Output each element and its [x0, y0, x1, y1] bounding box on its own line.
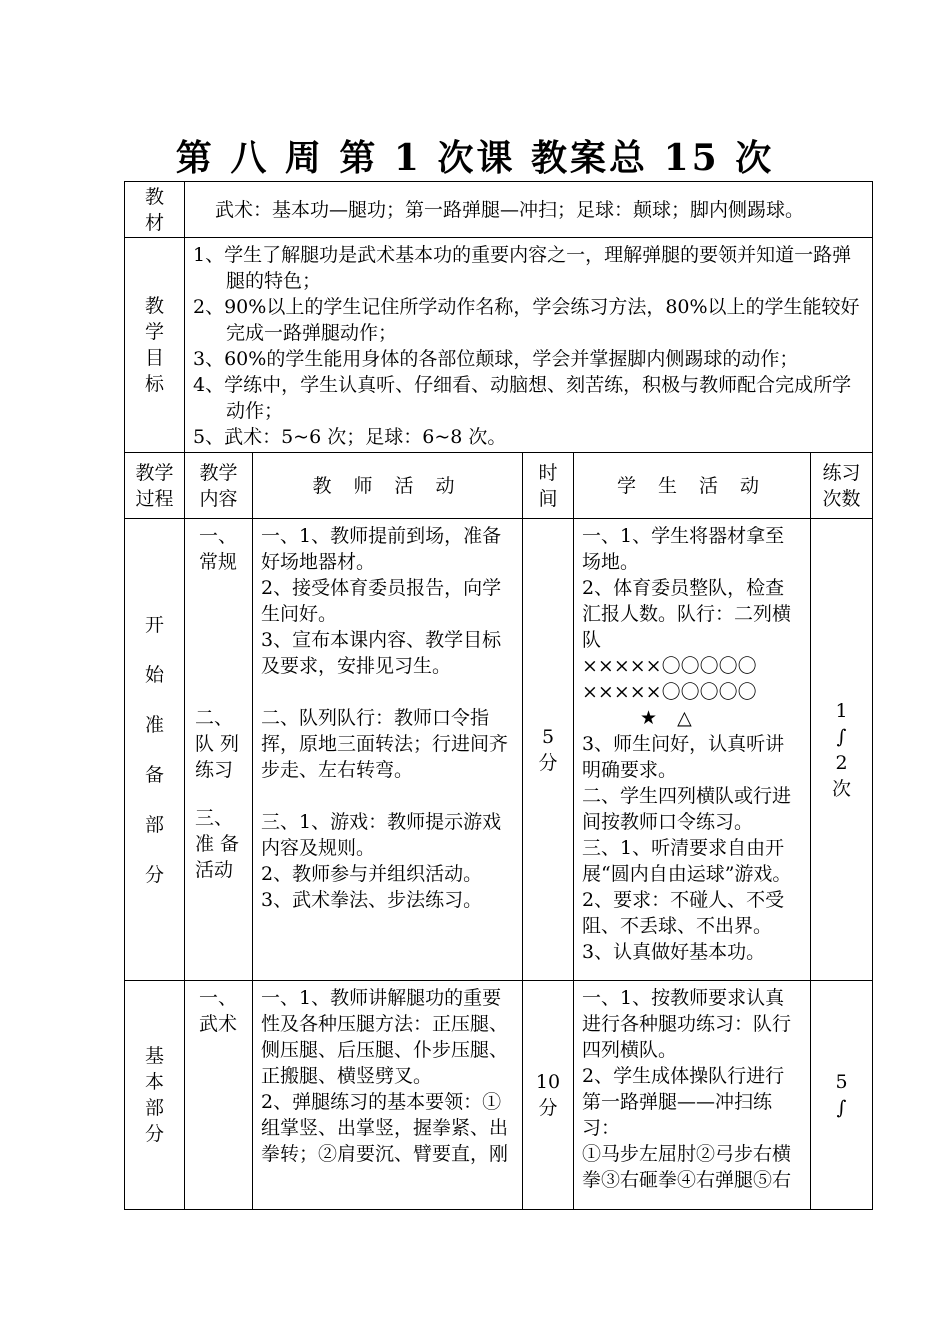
objectives-row [125, 238, 873, 453]
student-step: ①马步左屈肘②弓步右横拳③右砸拳④右弹腿⑤右 [582, 1143, 792, 1191]
formation-line: ×××××〇〇〇〇〇 [582, 681, 757, 703]
section-row [125, 981, 873, 1210]
student-step: 二、学生四列横队或行进间按教师口令练习。 [582, 785, 792, 833]
student-step: 3、师生问好，认真听讲明确要求。 [582, 733, 785, 781]
material-row [125, 182, 873, 238]
teacher-step: 2、弹腿练习的基本要领：①组掌竖、出掌竖，握拳紧、出拳转；②肩要沉、臂要直，刚 [261, 1091, 509, 1165]
content-item: 一、 武术 [199, 987, 238, 1035]
student-activities [574, 981, 811, 1210]
teacher-step: 2、教师参与并组织活动。 [261, 863, 483, 885]
teacher-step: 三、1、游戏：教师提示游戏内容及规则。 [261, 811, 502, 859]
objectives-list [185, 238, 873, 453]
header-time: 时 间 [523, 453, 574, 519]
section-contents [185, 519, 253, 981]
teacher-step: 3、武术拳法、步法练习。 [261, 889, 483, 911]
page-title: 第 八 周 第 1 次课 教案总 15 次 [175, 137, 775, 179]
header-student: 学 生 活 动 [574, 453, 811, 519]
student-activities [574, 519, 811, 981]
student-step: 3、认真做好基本功。 [582, 941, 766, 963]
student-step: 一、1、按教师要求认真进行各种腿功练习：队行四列横队。 [582, 987, 792, 1061]
teacher-step: 3、宣布本课内容、教学目标及要求，安排见习生。 [261, 629, 502, 677]
content-item: 一、 常规 [199, 525, 238, 573]
section-reps: 1 ∫ 2 次 [811, 519, 873, 981]
objective-item: 4、学练中，学生认真听、仔细看、动脑想、刻苦练，积极与教师配合完成所学动作； [193, 374, 852, 422]
section-process-label: 开 始 准 备 部 分 [125, 519, 185, 981]
section-row [125, 519, 873, 981]
teacher-activities [253, 981, 523, 1210]
header-process: 教学 过程 [125, 453, 185, 519]
student-step: 2、学生成体操队行进行第一路弹腿——冲扫练习： [582, 1065, 785, 1139]
objectives-label: 教 学 目 标 [125, 238, 185, 453]
objective-item: 5、武术：5~6 次；足球：6~8 次。 [193, 426, 507, 448]
objective-item: 2、90%以上的学生记住所学动作名称，学会练习方法，80%以上的学生能较好完成一路弹腿动作； [193, 296, 860, 344]
header-content: 教学 内容 [185, 453, 253, 519]
section-contents [185, 981, 253, 1210]
student-step: 2、要求：不碰人、不受阻、不丢球、不出界。 [582, 889, 785, 937]
section-time: 5 分 [523, 519, 574, 981]
objective-item: 1、学生了解腿功是武术基本功的重要内容之一，理解弹腿的要领并知道一路弹腿的特色； [193, 244, 852, 292]
lesson-plan-table [124, 181, 873, 1210]
section-reps: 5 ∫ [811, 981, 873, 1210]
student-step: 一、1、学生将器材拿至场地。 [582, 525, 785, 573]
teacher-step: 2、接受体育委员报告，向学生问好。 [261, 577, 502, 625]
objective-item: 3、60%的学生能用身体的各部位颠球，学会并掌握脚内侧踢球的动作； [193, 348, 799, 370]
teacher-step: 二、队列队行：教师口令指挥，原地三面转法；行进间齐步走、左右转弯。 [261, 707, 509, 781]
student-step: 三、1、听清要求自由开展“圆内自由运球”游戏。 [582, 837, 792, 885]
content-item: 二、 队 列 练习 [195, 707, 240, 781]
student-step: 2、体育委员整队，检查汇报人数。队行：二列横队 [582, 577, 792, 651]
formation-marker-line: ★ △ [640, 707, 692, 729]
material-label: 教 材 [125, 182, 185, 238]
teacher-step: 一、1、教师讲解腿功的重要性及各种压腿方法：正压腿、侧压腿、后压腿、仆步压腿、正搬腿、横竖劈叉。 [261, 987, 509, 1087]
header-row [125, 453, 873, 519]
section-time: 10 分 [523, 981, 574, 1210]
section-process-label: 基 本 部 分 [125, 981, 185, 1210]
material-content: 武术：基本功—腿功；第一路弹腿—冲扫；足球：颠球；脚内侧踢球。 [185, 182, 873, 238]
content-item: 三、 准 备 活动 [195, 807, 240, 881]
teacher-activities [253, 519, 523, 981]
header-reps: 练习 次数 [811, 453, 873, 519]
header-teacher: 教 师 活 动 [253, 453, 523, 519]
teacher-step: 一、1、教师提前到场，准备好场地器材。 [261, 525, 502, 573]
formation-line: ×××××〇〇〇〇〇 [582, 655, 757, 677]
formation-diagram [582, 653, 802, 731]
